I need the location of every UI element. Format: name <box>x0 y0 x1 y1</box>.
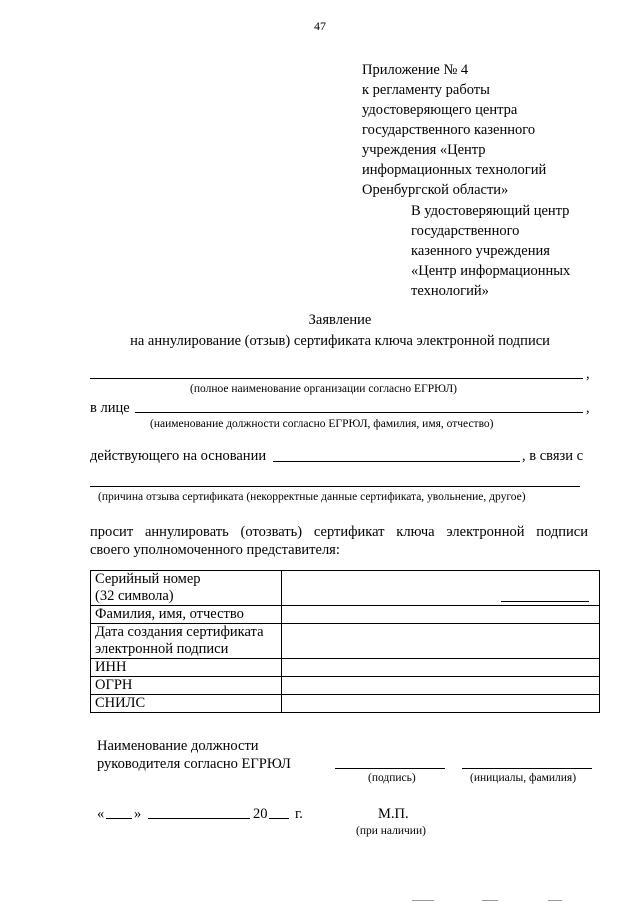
document-title: Заявление <box>308 312 372 328</box>
representative-line[interactable] <box>135 412 583 413</box>
signature-hint: (подпись) <box>368 772 416 784</box>
table-row <box>91 695 600 713</box>
serial-label: Серийный номер <box>95 571 201 587</box>
date-year-suffix: г. <box>295 806 303 822</box>
table-cell-label <box>91 624 282 659</box>
table-row <box>91 624 600 659</box>
scan-artifact <box>548 900 562 901</box>
scan-artifact <box>482 900 498 901</box>
scan-artifact <box>412 900 434 901</box>
table-row <box>91 606 600 624</box>
addressee-line: казенного учреждения <box>411 243 550 259</box>
table-cell-label <box>91 606 282 624</box>
rep-comma: , <box>586 400 590 416</box>
basis-line[interactable] <box>273 461 520 462</box>
date-year-prefix: 20 <box>253 806 268 822</box>
initials-line[interactable] <box>462 768 592 769</box>
date-close-quote: » <box>134 806 142 822</box>
org-name-line[interactable] <box>90 378 583 379</box>
table-cell-label <box>91 695 282 713</box>
request-line-1: просит аннулировать (отозвать) сертификат ключа электронной подписи <box>90 524 588 540</box>
org-comma: , <box>586 366 590 382</box>
appendix-line: Оренбургской области» <box>362 182 509 198</box>
basis-suffix: , в связи с <box>522 448 584 464</box>
stamp-label: М.П. <box>378 806 409 822</box>
addressee-line: «Центр информационных <box>411 263 571 279</box>
document-subtitle: на аннулирование (отзыв) сертификата ключа электронной подписи <box>130 333 550 349</box>
table-cell-label <box>91 659 282 677</box>
snils-label: СНИЛС <box>95 695 146 711</box>
representative-hint: (наименование должности согласно ЕГРЮЛ, фамилия, имя, отчество) <box>150 418 494 430</box>
date-year-line[interactable] <box>269 818 289 819</box>
serial-sublabel: (32 символа) <box>95 588 174 604</box>
table-row <box>91 677 600 695</box>
date-created-sublabel: электронной подписи <box>95 641 229 657</box>
fio-value[interactable] <box>282 606 600 624</box>
stamp-hint: (при наличии) <box>356 825 426 837</box>
request-line-2: своего уполномоченного представителя: <box>90 542 340 558</box>
table-row <box>91 571 600 606</box>
table-cell-label <box>91 677 282 695</box>
appendix-line: Приложение № 4 <box>362 62 469 78</box>
appendix-line: учреждения «Центр <box>362 142 486 158</box>
serial-inner-line <box>501 601 589 602</box>
represented-by-label: в лице <box>90 400 130 416</box>
reason-hint: (причина отзыва сертификата (некорректные данные сертификата, увольнение, другое) <box>98 491 526 503</box>
ogrn-label: ОГРН <box>95 677 133 693</box>
initials-hint: (инициалы, фамилия) <box>470 772 577 784</box>
appendix-line: государственного казенного <box>362 122 536 138</box>
snils-value[interactable] <box>282 695 600 713</box>
addressee-line: государственного <box>411 223 520 239</box>
inn-value[interactable] <box>282 659 600 677</box>
position-label-2: руководителя согласно ЕГРЮЛ <box>97 756 291 772</box>
position-label-1: Наименование должности <box>97 738 259 754</box>
inn-label: ИНН <box>95 659 127 675</box>
date-day-line[interactable] <box>106 818 132 819</box>
addressee-block <box>411 201 570 301</box>
appendix-block <box>362 60 546 200</box>
addressee-line: технологий» <box>411 283 489 299</box>
date-open-quote: « <box>97 806 105 822</box>
reason-line[interactable] <box>90 486 580 487</box>
org-hint: (полное наименование организации согласно ЕГРЮЛ) <box>190 383 457 395</box>
page-number: 47 <box>314 19 326 33</box>
table-cell-label <box>91 571 282 606</box>
fio-label: Фамилия, имя, отчество <box>95 606 244 622</box>
addressee-line: В удостоверяющий центр <box>411 203 570 219</box>
appendix-line: удостоверяющего центра <box>362 102 518 118</box>
table-row <box>91 659 600 677</box>
basis-label: действующего на основании <box>90 448 267 464</box>
serial-value[interactable] <box>282 571 600 606</box>
appendix-line: информационных технологий <box>362 162 547 178</box>
appendix-line: к регламенту работы <box>362 82 490 98</box>
certificate-table <box>90 570 600 713</box>
date-month-line[interactable] <box>148 818 250 819</box>
date-created-value[interactable] <box>282 624 600 659</box>
date-created-label: Дата создания сертификата <box>95 624 264 640</box>
signature-line[interactable] <box>335 768 445 769</box>
ogrn-value[interactable] <box>282 677 600 695</box>
